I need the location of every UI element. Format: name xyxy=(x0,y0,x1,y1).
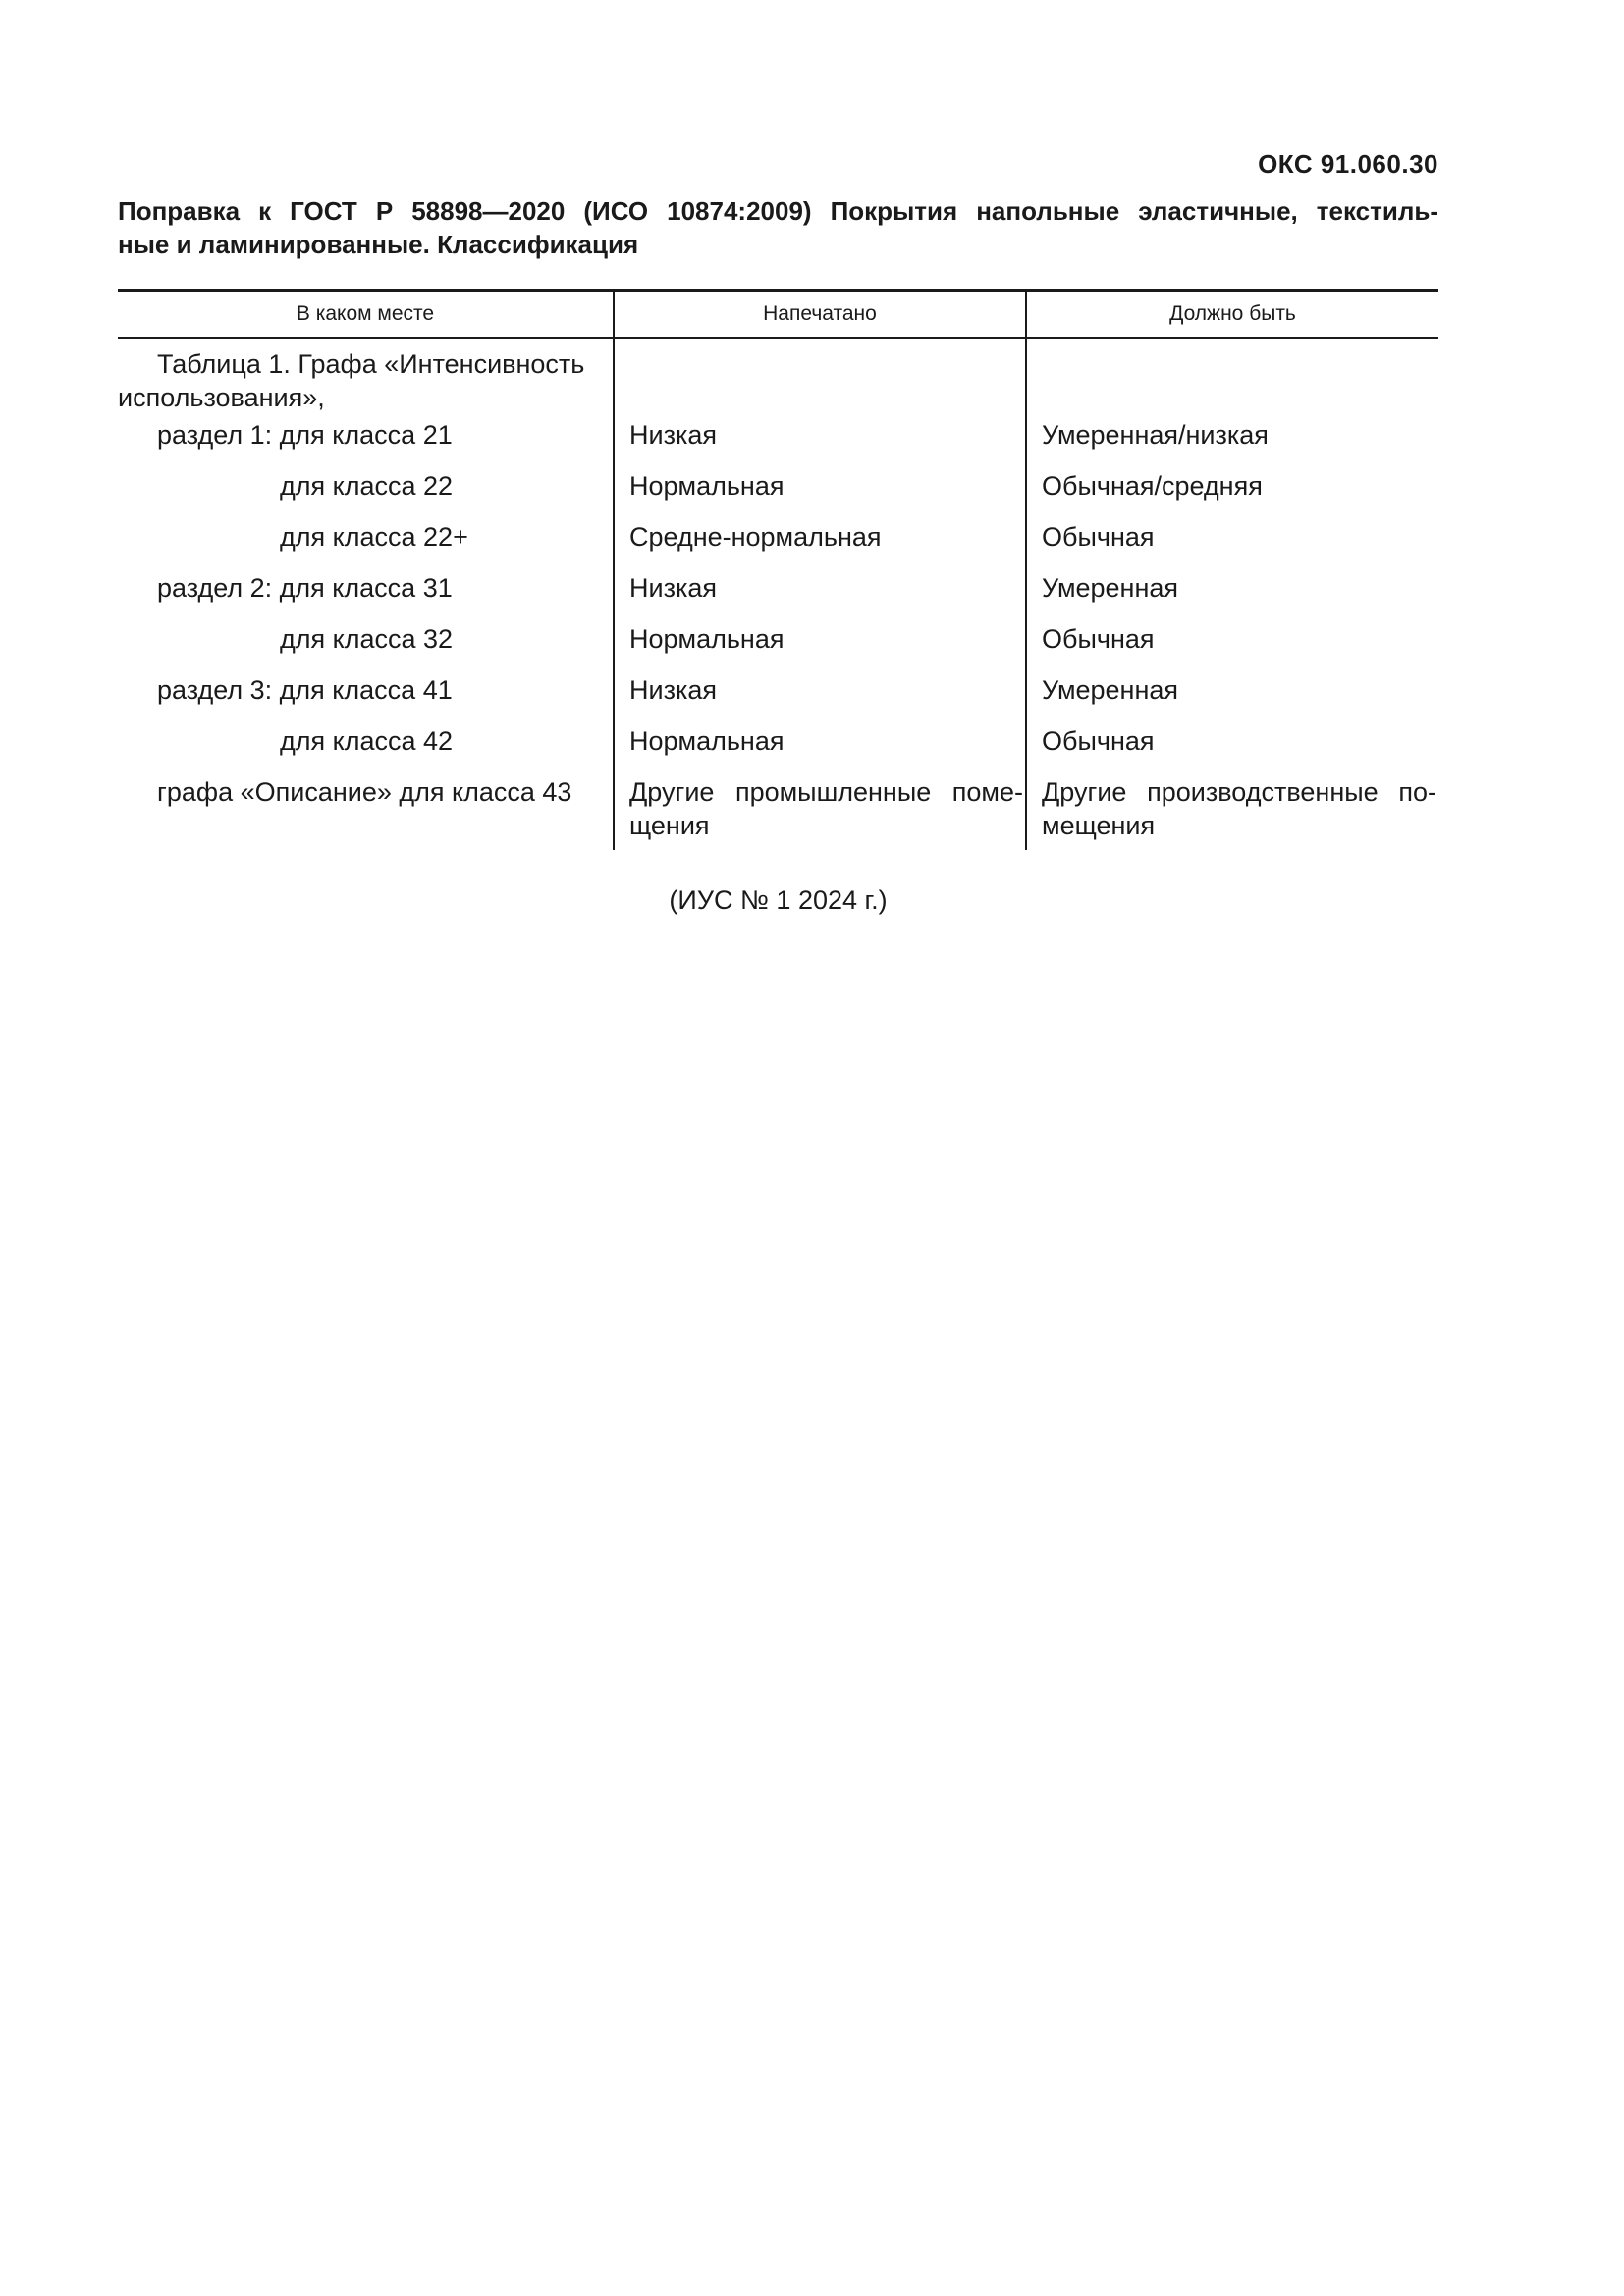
table-cell-should-be: Обычная xyxy=(1042,624,1155,654)
table-cell-printed: Нормальная xyxy=(629,624,785,654)
column-header-should-be: Должно быть xyxy=(1025,292,1438,337)
table-cell-printed: Средне-нормальная xyxy=(629,522,882,552)
title-line-1: Поправка к ГОСТ Р 58898—2020 (ИСО 10874:2009) Покрытия напольные эластичные, текстиль- xyxy=(118,196,1438,226)
table-cell-printed: Другие промышленные поме-щения xyxy=(629,777,1023,840)
source-note: (ИУС № 1 2024 г.) xyxy=(669,885,888,915)
table-cell-should-be xyxy=(1027,347,1438,418)
table-cell-printed: Нормальная xyxy=(629,471,785,501)
table-cell-place: для класса 22 xyxy=(280,471,454,501)
place-column xyxy=(118,339,613,850)
table-cell-should-be: Другие производственные по-мещения xyxy=(1042,777,1436,840)
printed-column xyxy=(613,339,1025,850)
table-cell-printed xyxy=(615,347,1025,418)
table-cell-place: графа «Описание» для класса 43 xyxy=(157,777,572,807)
table-cell-printed: Низкая xyxy=(629,675,718,705)
table-cell-should-be: Обычная xyxy=(1042,726,1155,756)
table-cell-place: для класса 22+ xyxy=(280,522,468,552)
table-cell-should-be: Обычная xyxy=(1042,522,1155,552)
table-cell-should-be: Обычная/средняя xyxy=(1042,471,1263,501)
document-title xyxy=(118,194,1438,261)
table-cell-place: раздел 3: для класса 41 xyxy=(157,675,453,705)
table-cell-place: Таблица 1. Графа «Интенсивность использования», xyxy=(118,349,585,412)
table-cell-should-be: Умеренная xyxy=(1042,675,1179,705)
table-cell-place: для класса 42 xyxy=(280,726,454,756)
column-header-printed: Напечатано xyxy=(613,292,1025,337)
table-cell-printed: Низкая xyxy=(629,573,718,603)
title-line-2: ные и ламинированные. Классификация xyxy=(118,230,639,259)
table-cell-printed: Низкая xyxy=(629,420,718,450)
table-cell-should-be: Умеренная xyxy=(1042,573,1179,603)
column-header-place: В каком месте xyxy=(296,302,435,325)
table-cell-place: для класса 32 xyxy=(280,624,454,654)
table-header xyxy=(118,292,1438,339)
table-body xyxy=(118,339,1438,850)
oks-code: ОКС 91.060.30 xyxy=(1258,149,1438,179)
should-be-column xyxy=(1025,339,1438,850)
amendment-table xyxy=(118,289,1438,850)
table-cell-should-be: Умеренная/низкая xyxy=(1042,420,1269,450)
table-cell-printed: Нормальная xyxy=(629,726,785,756)
table-cell-place: раздел 1: для класса 21 xyxy=(157,420,453,450)
table-cell-place: раздел 2: для класса 31 xyxy=(157,573,453,603)
